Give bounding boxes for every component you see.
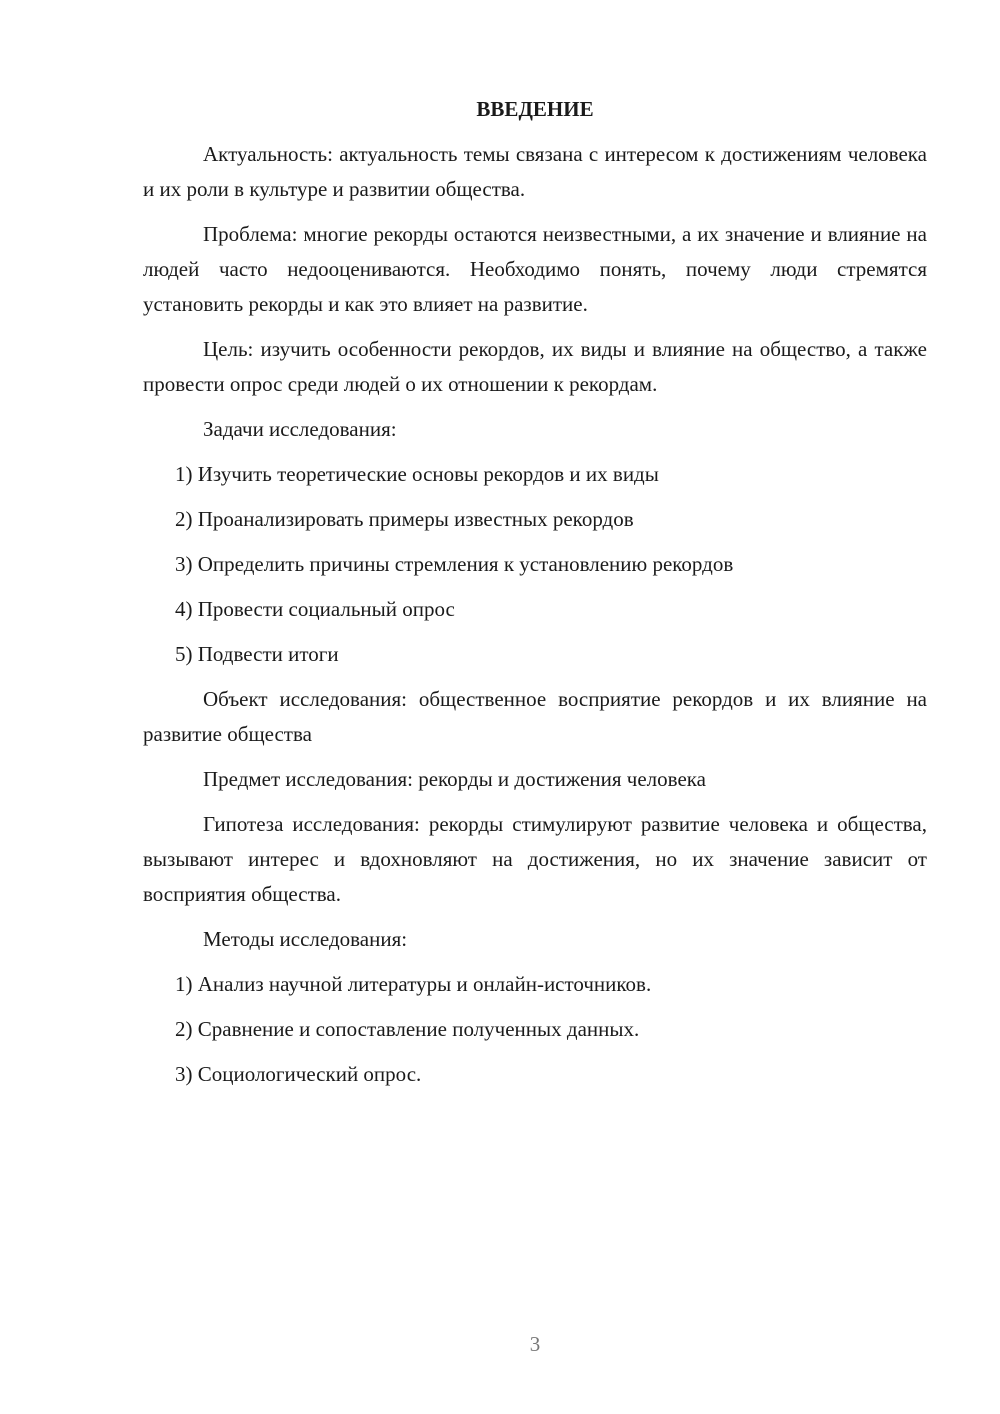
- list-item: 3) Определить причины стремления к установлению рекордов: [175, 552, 734, 576]
- section-title: ВВЕДЕНИЕ: [476, 97, 594, 121]
- tasks-heading: Задачи исследования:: [203, 417, 397, 441]
- list-item: 1) Анализ научной литературы и онлайн-источников.: [175, 972, 652, 996]
- list-item: 2) Сравнение и сопоставление полученных данных.: [175, 1017, 640, 1041]
- list-item: 5) Подвести итоги: [175, 642, 339, 666]
- list-item: 3) Социологический опрос.: [175, 1062, 422, 1086]
- list-item: 4) Провести социальный опрос: [175, 597, 455, 621]
- page-number: 3: [529, 1332, 541, 1356]
- list-item: 1) Изучить теоретические основы рекордов и их виды: [175, 462, 659, 486]
- goal-paragraph: Цель: изучить особенности рекордов, их виды и влияние на общество, а также провести опрос среди людей о их отношении к рекордам.: [143, 337, 927, 396]
- document-page: [143, 92, 927, 1102]
- subject-paragraph: Предмет исследования: рекорды и достижения человека: [203, 767, 706, 791]
- hypothesis-paragraph: Гипотеза исследования: рекорды стимулируют развитие человека и общества, вызывают интерес и вдохновляют на достижения, но их значение зависит от восприятия общества.: [143, 812, 927, 906]
- tasks-list: [143, 457, 927, 672]
- methods-list: [143, 967, 927, 1092]
- list-item: 2) Проанализировать примеры известных рекордов: [175, 507, 634, 531]
- methods-heading: Методы исследования:: [203, 927, 408, 951]
- relevance-paragraph: Актуальность: актуальность темы связана с интересом к достижениям человека и их роли в культуре и развитии общества.: [143, 142, 927, 201]
- object-paragraph: Объект исследования: общественное восприятие рекордов и их влияние на развитие общества: [143, 687, 927, 746]
- problem-paragraph: Проблема: многие рекорды остаются неизвестными, а их значение и влияние на людей часто недооцениваются. Необходимо понять, почему люди стремятся установить рекорды и как это влияет на развитие.: [143, 222, 927, 316]
